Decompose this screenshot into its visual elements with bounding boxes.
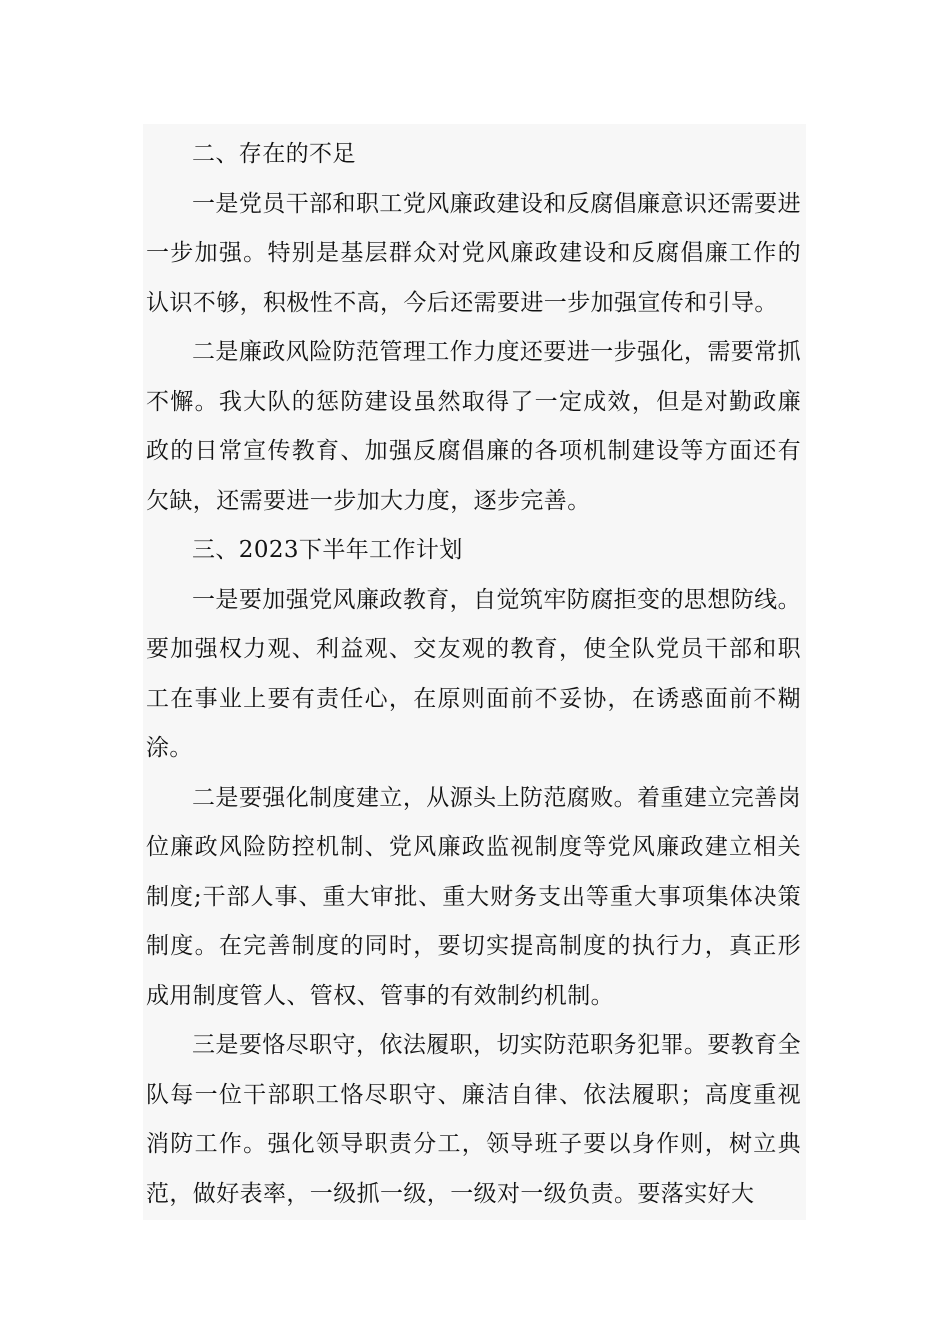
section-heading-work-plan: 三、2023下半年工作计划 — [192, 537, 463, 563]
document-page — [143, 124, 806, 1220]
paragraph-plan-3: 三是要恪尽职守，依法履职，切实防范职务犯罪。要教育全队每一位干部职工恪尽职守、廉洁自律、依法履职；高度重视消防工作。强化领导职责分工，领导班子要以身作则，树立典范，做好表率，一级抓一级，一级对一级负责。要落实好大 — [146, 1032, 801, 1207]
paragraph-plan-1: 一是要加强党风廉政教育，自觉筑牢防腐拒变的思想防线。要加强权力观、利益观、交友观的教育，使全队党员干部和职工在事业上要有责任心，在原则面前不妥协，在诱惑面前不糊涂。 — [146, 586, 801, 761]
section-heading-shortcomings: 二、存在的不足 — [192, 141, 356, 167]
paragraph-plan-2: 二是要强化制度建立，从源头上防范腐败。着重建立完善岗位廉政风险防控机制、党风廉政监视制度等党风廉政建立相关制度;干部人事、重大审批、重大财务支出等重大事项集体决策制度。在完善制度的同时，要切实提高制度的执行力，真正形成用制度管人、管权、管事的有效制约机制。 — [146, 784, 801, 1009]
document-body — [146, 130, 801, 1219]
paragraph-shortcoming-1: 一是党员干部和职工党风廉政建设和反腐倡廉意识还需要进一步加强。特别是基层群众对党风廉政建设和反腐倡廉工作的认识不够，积极性不高，今后还需要进一步加强宣传和引导。 — [146, 190, 801, 316]
paragraph-shortcoming-2: 二是廉政风险防范管理工作力度还要进一步强化，需要常抓不懈。我大队的惩防建设虽然取得了一定成效，但是对勤政廉政的日常宣传教育、加强反腐倡廉的各项机制建设等方面还有欠缺，还需要进一步加大力度，逐步完善。 — [146, 339, 801, 514]
